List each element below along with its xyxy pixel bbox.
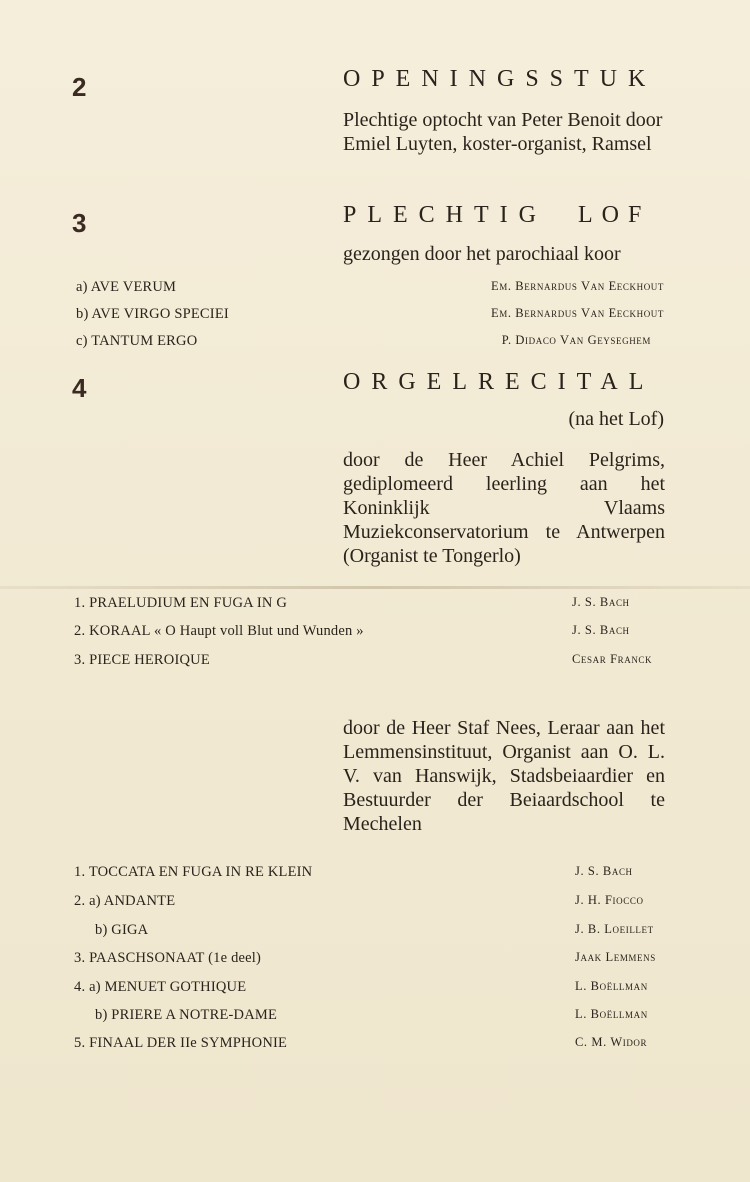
program2-item-label: 2. a) ANDANTE <box>74 893 176 909</box>
program2-item-label: b) PRIERE A NOTRE-DAME <box>95 1007 278 1023</box>
section-number-2: 2 <box>72 72 87 102</box>
program2-item-label: 5. FINAAL DER IIe SYMPHONIE <box>74 1035 288 1051</box>
program2-item-label: 4. a) MENUET GOTHIQUE <box>74 979 247 995</box>
lof-item-composer: P. Didaco Van Geyseghem <box>501 333 651 347</box>
section-number-4: 4 <box>72 373 87 403</box>
program2-item-composer: J. S. Bach <box>575 864 633 878</box>
program2-item-composer: L. Boëllman <box>575 1007 648 1021</box>
program2-item-label: 3. PAASCHSONAAT (1e deel) <box>74 950 262 966</box>
program2-item-composer: L. Boëllman <box>575 979 648 993</box>
program2-item-label: 1. TOCCATA EN FUGA IN RE KLEIN <box>74 864 313 880</box>
lof-item-label: c) TANTUM ERGO <box>76 333 198 349</box>
program2-item-composer: Jaak Lemmens <box>575 950 656 964</box>
program1-item-composer: J. S. Bach <box>572 595 630 609</box>
program2-item-label: b) GIGA <box>95 922 149 938</box>
program2-item-composer: J. H. Fiocco <box>575 893 644 907</box>
program1-item-composer: Cesar Franck <box>572 652 653 666</box>
lof-item-composer: Em. Bernardus Van Eeckhout <box>490 306 664 320</box>
lof-item-label: a) AVE VERUM <box>76 279 177 295</box>
program1-item-label: 3. PIECE HEROIQUE <box>74 652 210 668</box>
openingsstuk-description: Plechtige optocht van Peter Benoit door Emiel Luyten, koster-organist, Ramsel <box>343 109 663 155</box>
lof-item-label: b) AVE VIRGO SPECIEI <box>76 306 229 322</box>
program2-item-composer: J. B. Loeillet <box>575 922 654 936</box>
orgelrecital-subtitle: (na het Lof) <box>568 408 664 430</box>
performer-pelgrims: door de Heer Achiel Pelgrims, gediplomeerd leerling aan het Koninklijk Vlaams Muziekconservatorium te Antwerpen (Organist te Tongerlo) <box>343 449 665 567</box>
lof-item-composer: Em. Bernardus Van Eeckhout <box>490 279 664 293</box>
program1-item-label: 2. KORAAL « O Haupt voll Blut und Wunden » <box>74 623 364 639</box>
section3-subtitle: gezongen door het parochiaal koor <box>343 243 621 265</box>
program2-item-composer: C. M. Widor <box>575 1035 648 1049</box>
paper-fold <box>0 586 750 589</box>
performer-nees: door de Heer Staf Nees, Leraar aan het Lemmensinstituut, Organist aan O. L. V. van Hanswijk, Stadsbeiaardier en Bestuurder der Beiaardschool te Mechelen <box>343 717 665 835</box>
section-title-plechtig: PLECHTIG <box>343 202 547 228</box>
section-title-openingsstuk: OPENINGSSTUK <box>343 66 657 92</box>
section-number-3: 3 <box>72 208 87 238</box>
program1-item-label: 1. PRAELUDIUM EN FUGA IN G <box>74 595 288 611</box>
section-title-orgelrecital: ORGELRECITAL <box>343 369 655 395</box>
program1-item-composer: J. S. Bach <box>572 623 630 637</box>
section-title-lof: LOF <box>578 202 651 228</box>
